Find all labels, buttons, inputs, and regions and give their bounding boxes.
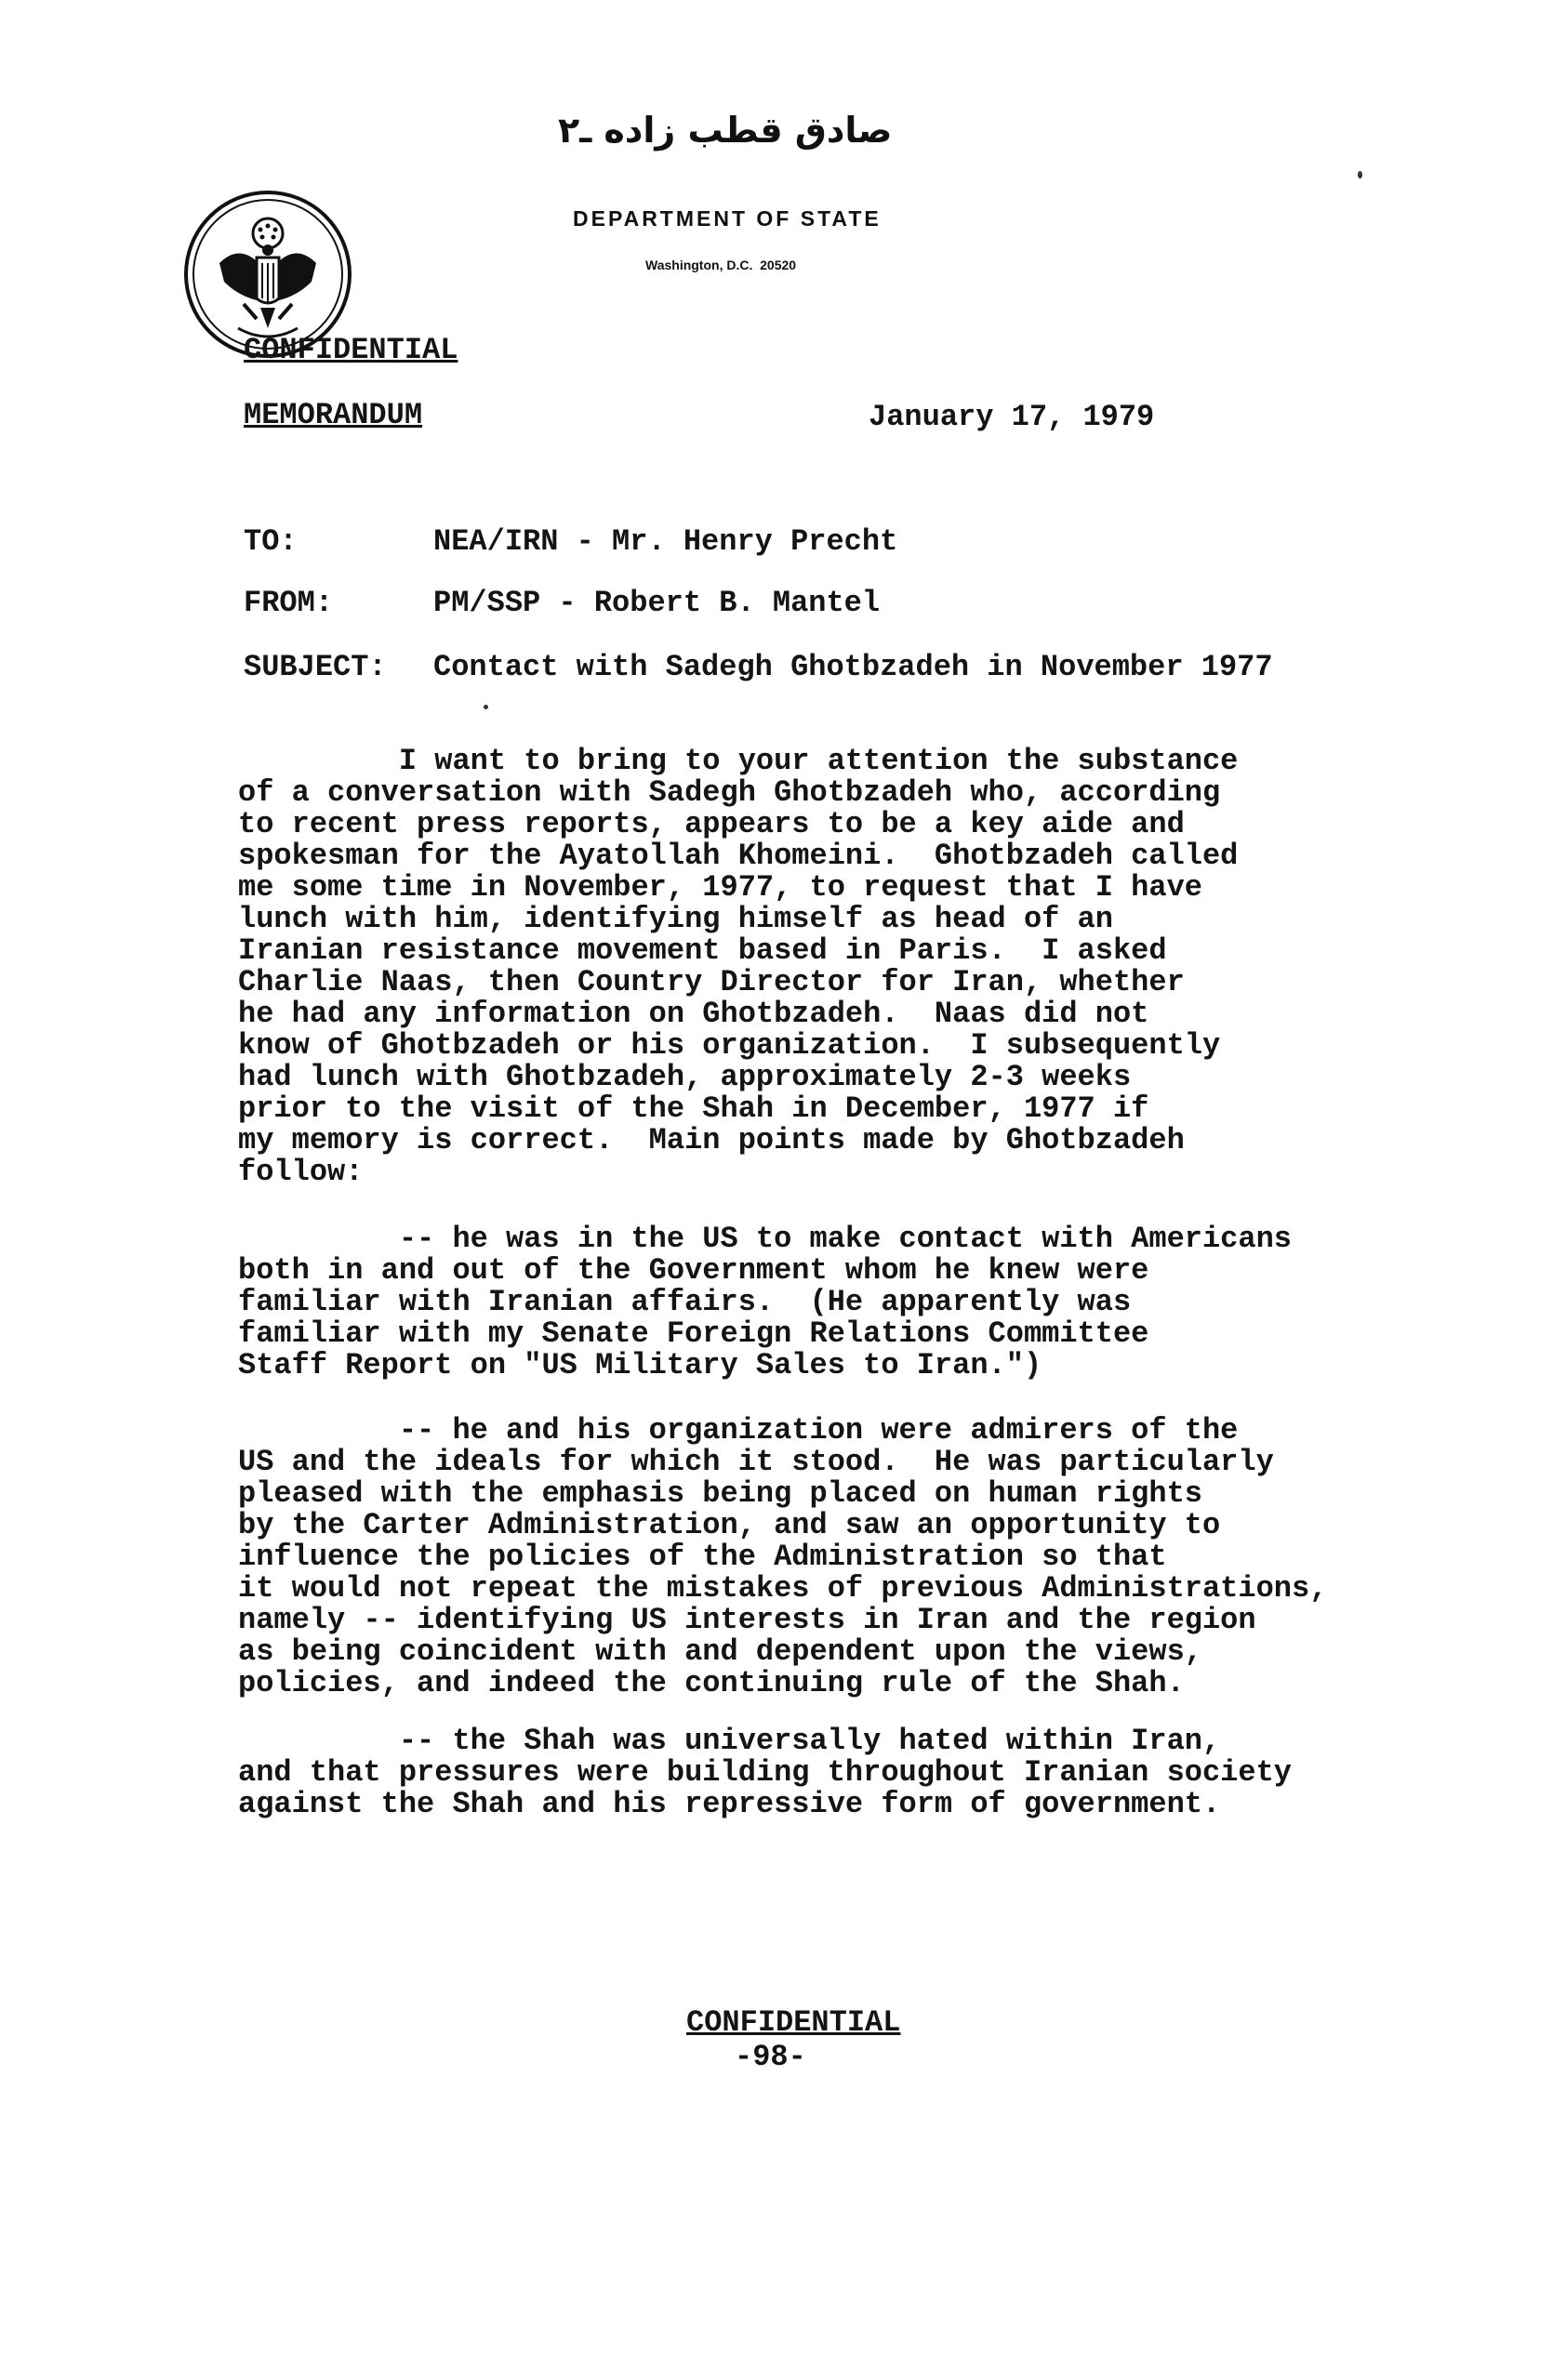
body-paragraph-1: I want to bring to your attention the substance of a conversation with Sadegh Ghotbzadeh who, according to recent press reports, appears to be a key aide and spokesman for the Ayatollah Khomeini. Ghotbzadeh called me some time in November, 1977, to request that I have lunch with him, identifying himself as head of an Iranian resistance movement based in Paris. I asked Charlie Naas, then Country Director for Iran, whether he had any information on Ghotbzadeh. Naas did not know of Ghotbzadeh or his organization. I subsequently had lunch with Ghotbzadeh, approximately 2-3 weeks prior to the visit of the Shah in December, 1977 if my memory is correct. Main points made by Ghotbzadeh follow: (238, 744, 1239, 1189)
subject-value: Contact with Sadegh Ghotbzadeh in November 1977 (433, 650, 1273, 684)
body-paragraph-3: -- he and his organization were admirers of the US and the ideals for which it stood. He was particularly pleased with the emphasis being placed on human rights by the Carter Administration, and saw an opportunity to influence the policies of the Administration so that it would not repeat the mistakes of previous Administrations, namely -- identifying US interests in Iran and the region as being coincident with and dependent upon the views, policies, and indeed the continuing rule of the Shah. (238, 1413, 1328, 1700)
classification-bottom: CONFIDENTIAL (686, 2005, 901, 2040)
from-label: FROM: (244, 586, 334, 620)
memo-date: January 17, 1979 (869, 400, 1155, 434)
memo-type: MEMORANDUM (244, 398, 423, 432)
department-address: Washington, D.C. 20520 (645, 258, 797, 272)
body-paragraph-2: -- he was in the US to make contact with Americans both in and out of the Government whom he knew were familiar with Iranian affairs. (He apparently was familiar with my Senate Foreign Relations Committee Staff Report on "US Military Sales to Iran.") (238, 1222, 1292, 1382)
to-value: NEA/IRN - Mr. Henry Precht (433, 524, 898, 559)
subject-label: SUBJECT: (244, 650, 387, 684)
speck-mark (1358, 171, 1362, 178)
speck-mark (484, 705, 488, 709)
persian-handwritten-title: صادق قطب زاده ـ۲ (558, 110, 893, 151)
to-label: TO: (244, 524, 298, 559)
page-number: -98- (735, 2040, 806, 2074)
department-name: DEPARTMENT OF STATE (573, 206, 882, 231)
classification-top: CONFIDENTIAL (244, 333, 458, 367)
from-value: PM/SSP - Robert B. Mantel (433, 586, 881, 620)
body-paragraph-4: -- the Shah was universally hated within Iran, and that pressures were building throughout Iranian society against the Shah and his repressive form of government. (238, 1724, 1292, 1821)
